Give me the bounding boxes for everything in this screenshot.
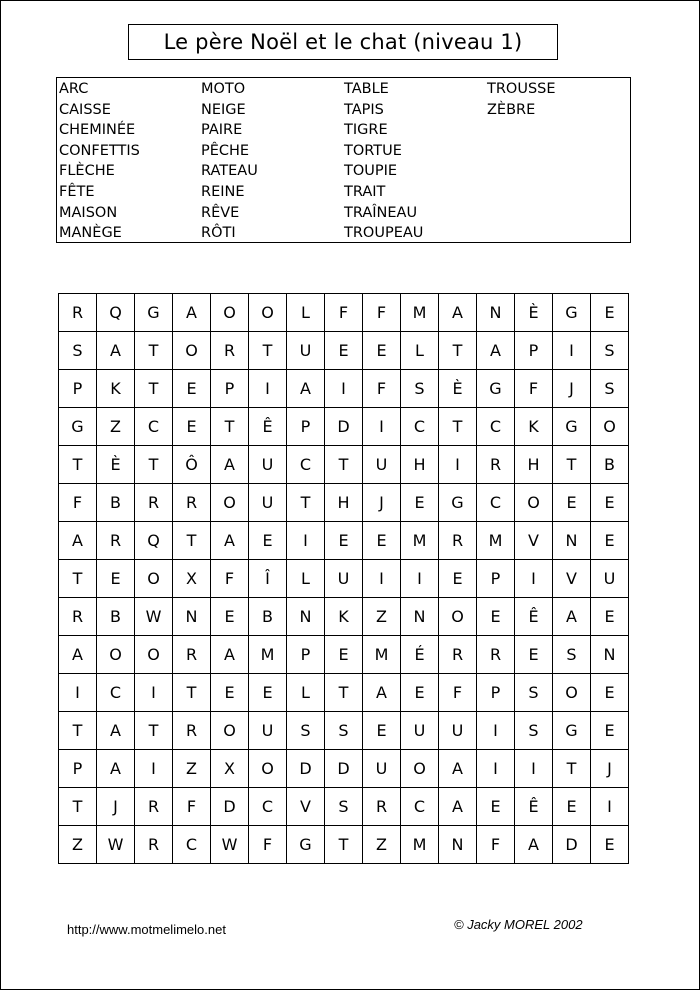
grid-cell[interactable]: O <box>553 674 591 712</box>
grid-cell[interactable]: A <box>287 370 325 408</box>
word-item: TRAIT <box>344 183 386 200</box>
grid-cell[interactable]: E <box>401 674 439 712</box>
grid-cell[interactable]: T <box>439 408 477 446</box>
grid-cell[interactable]: E <box>477 788 515 826</box>
grid-cell[interactable]: O <box>173 332 211 370</box>
grid-cell[interactable]: R <box>211 332 249 370</box>
site-url[interactable]: http://www.motmelimelo.net <box>67 922 226 937</box>
word-item: CAISSE <box>59 101 111 118</box>
page-title-text: Le père Noël et le chat (niveau 1) <box>163 30 523 54</box>
grid-cell[interactable]: T <box>249 332 287 370</box>
grid-cell[interactable]: E <box>591 826 629 864</box>
grid-cell[interactable]: C <box>401 408 439 446</box>
grid-cell[interactable]: T <box>135 712 173 750</box>
grid-cell[interactable]: K <box>325 598 363 636</box>
word-column <box>344 79 487 244</box>
grid-cell[interactable]: C <box>477 484 515 522</box>
grid-cell[interactable]: V <box>515 522 553 560</box>
grid-cell[interactable]: U <box>363 750 401 788</box>
grid-cell[interactable]: W <box>97 826 135 864</box>
grid-cell[interactable]: E <box>401 484 439 522</box>
grid-cell[interactable]: P <box>59 370 97 408</box>
grid-cell[interactable]: E <box>363 332 401 370</box>
grid-row <box>59 826 629 864</box>
grid-cell[interactable]: L <box>287 560 325 598</box>
grid-cell[interactable]: U <box>401 712 439 750</box>
grid-cell[interactable]: È <box>515 294 553 332</box>
grid-cell[interactable]: Ô <box>173 446 211 484</box>
grid-cell[interactable]: O <box>135 636 173 674</box>
grid-cell[interactable]: F <box>325 294 363 332</box>
word-item: PAIRE <box>201 122 243 139</box>
grid-cell[interactable]: I <box>363 408 401 446</box>
grid-cell[interactable]: M <box>249 636 287 674</box>
grid-cell[interactable]: E <box>173 408 211 446</box>
grid-cell[interactable]: R <box>135 826 173 864</box>
grid-cell[interactable]: R <box>59 598 97 636</box>
grid-cell[interactable]: I <box>477 712 515 750</box>
grid-cell[interactable]: K <box>515 408 553 446</box>
grid-cell[interactable]: R <box>173 712 211 750</box>
grid-cell[interactable]: S <box>553 636 591 674</box>
grid-cell[interactable]: T <box>135 446 173 484</box>
grid-cell[interactable]: A <box>439 788 477 826</box>
grid-cell[interactable]: I <box>401 560 439 598</box>
grid-cell[interactable]: R <box>97 522 135 560</box>
grid-cell[interactable]: F <box>439 674 477 712</box>
grid-cell[interactable]: T <box>287 484 325 522</box>
grid-cell[interactable]: E <box>325 636 363 674</box>
grid-cell[interactable]: S <box>591 370 629 408</box>
grid-cell[interactable]: U <box>287 332 325 370</box>
grid-cell[interactable]: J <box>97 788 135 826</box>
grid-cell[interactable]: O <box>249 750 287 788</box>
grid-cell[interactable]: S <box>515 674 553 712</box>
grid-cell[interactable]: G <box>553 294 591 332</box>
grid-row <box>59 712 629 750</box>
word-item: ARC <box>59 81 89 97</box>
grid-cell[interactable]: I <box>515 750 553 788</box>
grid-cell[interactable]: S <box>287 712 325 750</box>
grid-cell[interactable]: O <box>249 294 287 332</box>
grid-cell[interactable]: N <box>553 522 591 560</box>
grid-row <box>59 370 629 408</box>
grid-cell[interactable]: N <box>287 598 325 636</box>
grid-cell[interactable]: L <box>287 294 325 332</box>
grid-cell[interactable]: C <box>249 788 287 826</box>
grid-cell[interactable]: F <box>211 560 249 598</box>
grid-cell[interactable]: C <box>477 408 515 446</box>
word-item: REINE <box>201 183 245 200</box>
grid-cell[interactable]: E <box>173 370 211 408</box>
grid-cell[interactable]: B <box>97 484 135 522</box>
grid-cell[interactable]: I <box>249 370 287 408</box>
word-item: MANÈGE <box>59 225 122 242</box>
grid-cell[interactable]: R <box>477 636 515 674</box>
grid-cell[interactable]: D <box>211 788 249 826</box>
grid-cell[interactable]: N <box>591 636 629 674</box>
grid-cell[interactable]: O <box>211 712 249 750</box>
grid-cell[interactable]: E <box>591 674 629 712</box>
grid-row <box>59 484 629 522</box>
grid-cell[interactable]: É <box>401 636 439 674</box>
grid-cell[interactable]: I <box>135 750 173 788</box>
grid-cell[interactable]: J <box>363 484 401 522</box>
grid-cell[interactable]: E <box>591 484 629 522</box>
grid-cell[interactable]: E <box>249 522 287 560</box>
word-item: RÔTI <box>201 225 236 242</box>
grid-cell[interactable]: M <box>363 636 401 674</box>
grid-cell[interactable]: I <box>477 750 515 788</box>
grid-cell[interactable]: F <box>59 484 97 522</box>
grid-row <box>59 332 629 370</box>
grid-cell[interactable]: M <box>401 826 439 864</box>
word-item: PÊCHE <box>201 142 250 159</box>
grid-cell[interactable]: È <box>97 446 135 484</box>
grid-cell[interactable]: E <box>249 674 287 712</box>
grid-cell[interactable]: I <box>287 522 325 560</box>
grid-cell[interactable]: J <box>591 750 629 788</box>
grid-cell[interactable]: T <box>135 332 173 370</box>
grid-cell[interactable]: U <box>591 560 629 598</box>
grid-cell[interactable]: D <box>553 826 591 864</box>
grid-row <box>59 598 629 636</box>
word-list <box>56 77 631 243</box>
grid-cell[interactable]: L <box>287 674 325 712</box>
grid-cell[interactable]: F <box>249 826 287 864</box>
grid-cell[interactable]: P <box>211 370 249 408</box>
grid-cell[interactable]: H <box>401 446 439 484</box>
grid-cell[interactable]: O <box>135 560 173 598</box>
grid-cell[interactable]: P <box>515 332 553 370</box>
grid-cell[interactable]: I <box>363 560 401 598</box>
grid-row <box>59 560 629 598</box>
grid-cell[interactable]: C <box>97 674 135 712</box>
word-column <box>59 79 202 244</box>
grid-cell[interactable]: E <box>591 712 629 750</box>
grid-cell[interactable]: A <box>173 294 211 332</box>
grid-cell[interactable]: U <box>325 560 363 598</box>
grid-cell[interactable]: A <box>477 332 515 370</box>
word-item: MAISON <box>59 204 118 221</box>
grid-cell[interactable]: E <box>591 294 629 332</box>
copyright-notice: © Jacky MOREL 2002 <box>454 917 583 932</box>
word-item: TAPIS <box>344 101 384 118</box>
grid-cell[interactable]: R <box>59 294 97 332</box>
page-title <box>128 24 558 60</box>
grid-cell[interactable]: X <box>173 560 211 598</box>
grid-cell[interactable]: G <box>439 484 477 522</box>
grid-cell[interactable]: Z <box>363 598 401 636</box>
grid-cell[interactable]: R <box>439 636 477 674</box>
grid-cell[interactable]: A <box>363 674 401 712</box>
grid-cell[interactable]: C <box>135 408 173 446</box>
grid-cell[interactable]: P <box>287 408 325 446</box>
grid-cell[interactable]: Z <box>363 826 401 864</box>
grid-cell[interactable]: E <box>439 560 477 598</box>
word-item: FLÈCHE <box>59 163 115 180</box>
grid-cell[interactable]: E <box>591 598 629 636</box>
grid-cell[interactable]: T <box>325 826 363 864</box>
grid-row <box>59 674 629 712</box>
grid-cell[interactable]: N <box>401 598 439 636</box>
grid-cell[interactable]: M <box>401 522 439 560</box>
grid-cell[interactable]: G <box>287 826 325 864</box>
grid-row <box>59 446 629 484</box>
grid-cell[interactable]: Q <box>135 522 173 560</box>
grid-cell[interactable]: Z <box>173 750 211 788</box>
grid-cell[interactable]: V <box>287 788 325 826</box>
grid-cell[interactable]: W <box>135 598 173 636</box>
grid-cell[interactable]: F <box>363 370 401 408</box>
grid-cell[interactable]: G <box>477 370 515 408</box>
grid-cell[interactable]: O <box>211 294 249 332</box>
grid-cell[interactable]: Q <box>97 294 135 332</box>
grid-cell[interactable]: D <box>287 750 325 788</box>
grid-cell[interactable]: S <box>515 712 553 750</box>
grid-cell[interactable]: D <box>325 408 363 446</box>
word-item: TRAÎNEAU <box>344 204 418 221</box>
grid-cell[interactable]: J <box>553 370 591 408</box>
grid-cell[interactable]: T <box>59 712 97 750</box>
grid-row <box>59 522 629 560</box>
grid-cell[interactable]: C <box>287 446 325 484</box>
grid-cell[interactable]: R <box>173 484 211 522</box>
grid-cell[interactable]: E <box>591 522 629 560</box>
grid-cell[interactable]: S <box>591 332 629 370</box>
grid-row <box>59 788 629 826</box>
grid-cell[interactable]: Ê <box>515 788 553 826</box>
grid-cell[interactable]: T <box>553 750 591 788</box>
grid-cell[interactable]: N <box>173 598 211 636</box>
grid-cell[interactable]: A <box>59 636 97 674</box>
grid-cell[interactable]: P <box>59 750 97 788</box>
grid-cell[interactable]: C <box>173 826 211 864</box>
grid-cell[interactable]: T <box>439 332 477 370</box>
grid-cell[interactable]: A <box>211 446 249 484</box>
word-item: MOTO <box>201 81 246 97</box>
grid-cell[interactable]: S <box>401 370 439 408</box>
grid-cell[interactable]: E <box>477 598 515 636</box>
grid-cell[interactable]: I <box>591 788 629 826</box>
grid-cell[interactable]: S <box>325 712 363 750</box>
grid-cell[interactable]: C <box>401 788 439 826</box>
grid-cell[interactable]: N <box>439 826 477 864</box>
word-item: RÊVE <box>201 204 240 221</box>
grid-cell[interactable]: E <box>325 332 363 370</box>
word-item: RATEAU <box>201 163 258 180</box>
grid-cell[interactable]: È <box>439 370 477 408</box>
word-item: TOUPIE <box>344 163 398 180</box>
grid-cell[interactable]: T <box>173 522 211 560</box>
grid-cell[interactable]: Z <box>97 408 135 446</box>
grid-cell[interactable]: U <box>249 484 287 522</box>
grid-cell[interactable]: E <box>211 598 249 636</box>
grid-cell[interactable]: E <box>211 674 249 712</box>
grid-cell[interactable]: R <box>135 484 173 522</box>
grid-cell[interactable]: P <box>477 674 515 712</box>
grid-cell[interactable]: A <box>211 636 249 674</box>
grid-cell[interactable]: Z <box>59 826 97 864</box>
grid-cell[interactable]: U <box>363 446 401 484</box>
grid-cell[interactable]: A <box>59 522 97 560</box>
grid-cell[interactable]: E <box>363 712 401 750</box>
grid-cell[interactable]: B <box>591 446 629 484</box>
grid-cell[interactable]: E <box>553 484 591 522</box>
grid-cell[interactable]: I <box>515 560 553 598</box>
grid-cell[interactable]: G <box>59 408 97 446</box>
grid-cell[interactable]: R <box>439 522 477 560</box>
grid-cell[interactable]: O <box>591 408 629 446</box>
grid-cell[interactable]: G <box>135 294 173 332</box>
grid-cell[interactable]: O <box>439 598 477 636</box>
grid-cell[interactable]: T <box>553 446 591 484</box>
word-item: CHEMINÉE <box>59 122 136 139</box>
grid-cell[interactable]: S <box>325 788 363 826</box>
grid-cell[interactable]: I <box>439 446 477 484</box>
grid-cell[interactable]: Î <box>249 560 287 598</box>
grid-cell[interactable]: R <box>477 446 515 484</box>
grid-cell[interactable]: T <box>325 446 363 484</box>
grid-cell[interactable]: M <box>401 294 439 332</box>
grid-cell[interactable]: F <box>363 294 401 332</box>
grid-cell[interactable]: X <box>211 750 249 788</box>
grid-cell[interactable]: H <box>515 446 553 484</box>
word-item: TABLE <box>344 81 389 97</box>
grid-cell[interactable]: G <box>553 712 591 750</box>
grid-cell[interactable]: A <box>211 522 249 560</box>
grid-cell[interactable]: R <box>173 636 211 674</box>
grid-cell[interactable]: U <box>249 446 287 484</box>
grid-cell[interactable]: K <box>97 370 135 408</box>
word-item: TROUPEAU <box>344 225 424 242</box>
grid-cell[interactable]: T <box>59 560 97 598</box>
grid-cell[interactable]: E <box>325 522 363 560</box>
grid-cell[interactable]: N <box>477 294 515 332</box>
grid-cell[interactable]: F <box>173 788 211 826</box>
word-item: TROUSSE <box>487 81 556 97</box>
grid-cell[interactable]: T <box>173 674 211 712</box>
grid-cell[interactable]: D <box>325 750 363 788</box>
grid-row <box>59 294 629 332</box>
word-item: TORTUE <box>344 142 402 159</box>
grid-cell[interactable]: W <box>211 826 249 864</box>
grid-cell[interactable]: I <box>325 370 363 408</box>
grid-cell[interactable]: S <box>59 332 97 370</box>
grid-cell[interactable]: M <box>477 522 515 560</box>
grid-cell[interactable]: P <box>477 560 515 598</box>
grid-cell[interactable]: I <box>59 674 97 712</box>
grid-cell[interactable]: G <box>553 408 591 446</box>
word-item: CONFETTIS <box>59 142 140 159</box>
grid-row <box>59 408 629 446</box>
word-item: NEIGE <box>201 101 246 118</box>
grid-cell[interactable]: Ê <box>515 598 553 636</box>
grid-cell[interactable]: A <box>515 826 553 864</box>
grid-cell[interactable]: P <box>287 636 325 674</box>
word-column <box>201 79 344 244</box>
grid-cell[interactable]: T <box>325 674 363 712</box>
grid-cell[interactable]: R <box>363 788 401 826</box>
grid-cell[interactable]: T <box>135 370 173 408</box>
grid-cell[interactable]: T <box>211 408 249 446</box>
grid-cell[interactable]: E <box>363 522 401 560</box>
letter-grid <box>58 293 629 864</box>
grid-cell[interactable]: O <box>211 484 249 522</box>
grid-cell[interactable]: A <box>439 294 477 332</box>
grid-cell[interactable]: T <box>59 788 97 826</box>
grid-cell[interactable]: E <box>553 788 591 826</box>
word-item: FÊTE <box>59 183 95 200</box>
word-column <box>487 79 630 120</box>
grid-cell[interactable]: U <box>439 712 477 750</box>
grid-cell[interactable]: R <box>135 788 173 826</box>
grid-cell[interactable]: F <box>515 370 553 408</box>
grid-cell[interactable]: Ê <box>249 408 287 446</box>
word-item: ZÈBRE <box>487 101 536 118</box>
grid-cell[interactable]: L <box>401 332 439 370</box>
grid-cell[interactable]: B <box>249 598 287 636</box>
grid-cell[interactable]: O <box>515 484 553 522</box>
grid-cell[interactable]: O <box>401 750 439 788</box>
grid-row <box>59 636 629 674</box>
grid-cell[interactable]: U <box>249 712 287 750</box>
grid-cell[interactable]: B <box>97 598 135 636</box>
grid-cell[interactable]: I <box>553 332 591 370</box>
grid-cell[interactable]: H <box>325 484 363 522</box>
grid-cell[interactable]: F <box>477 826 515 864</box>
grid-cell[interactable]: A <box>97 332 135 370</box>
grid-cell[interactable]: E <box>515 636 553 674</box>
grid-cell[interactable]: O <box>97 636 135 674</box>
grid-cell[interactable]: A <box>97 712 135 750</box>
grid-cell[interactable]: I <box>135 674 173 712</box>
grid-cell[interactable]: E <box>97 560 135 598</box>
grid-cell[interactable]: A <box>439 750 477 788</box>
grid-cell[interactable]: V <box>553 560 591 598</box>
grid-cell[interactable]: A <box>97 750 135 788</box>
grid-row <box>59 750 629 788</box>
word-item: TIGRE <box>344 122 388 139</box>
grid-cell[interactable]: T <box>59 446 97 484</box>
grid-cell[interactable]: A <box>553 598 591 636</box>
